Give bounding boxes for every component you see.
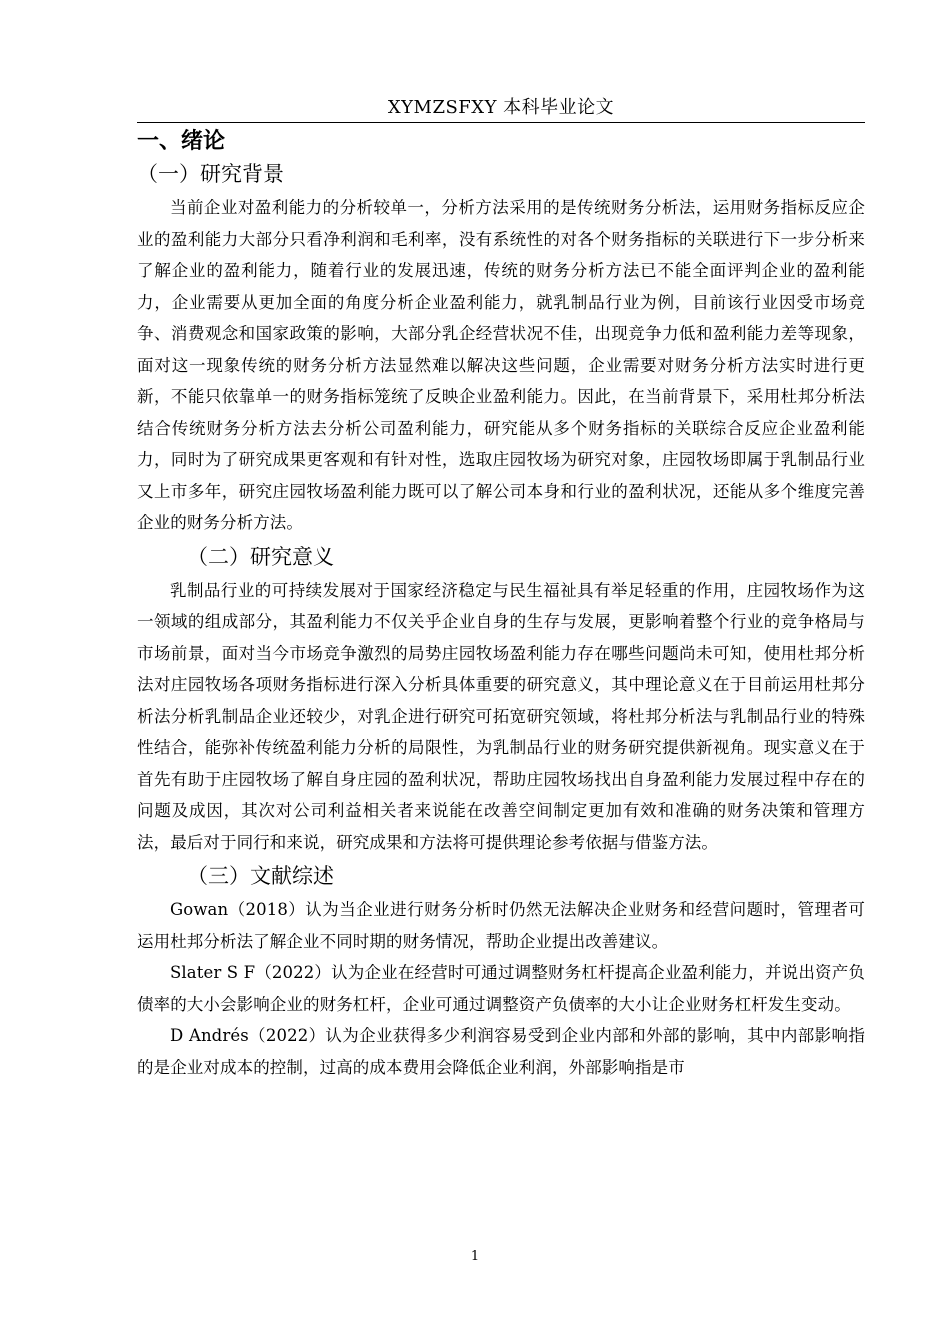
paragraph-significance: 乳制品行业的可持续发展对于国家经济稳定与民生福祉具有举足轻重的作用，庄园牧场作为这一领域的组成部分，其盈利能力不仅关乎企业自身的生存与发展，更影响着整个行业的竞争格局与市场前景，面对当今市场竞争激烈的局势庄园牧场盈利能力存在哪些问题尚未可知，使用杜邦分析法对庄园牧场各项财务指标进行深入分析具体重要的研究意义，其中理论意义在于目前运用杜邦分析法分析乳制品企业还较少，对乳企进行研究可拓宽研究领域，将杜邦分析法与乳制品行业的特殊性结合，能弥补传统盈利能力分析的局限性，为乳制品行业的财务研究提供新视角。现实意义在于首先有助于庄园牧场了解自身庄园的盈利状况，帮助庄园牧场找出自身盈利能力发展过程中存在的问题及成因，其次对公司利益相关者来说能在改善空间制定更加有效和准确的财务决策和管理方法，最后对于同行和来说，研究成果和方法将可提供理论参考依据与借鉴方法。 (137, 580, 865, 852)
header-rule (137, 122, 865, 123)
section-heading-background: （一）研究背景 (137, 162, 284, 186)
chapter-title: 一、绪论 (137, 129, 226, 154)
paragraph-literature-andres: D Andrés（2022）认为企业获得多少利润容易受到企业内部和外部的影响，其中内部影响指的是企业对成本的控制，过高的成本费用会降低企业利润，外部影响指是市 (137, 1026, 865, 1077)
page-content (137, 126, 865, 1083)
running-header: XYMZSFXY 本科毕业论文 (387, 97, 615, 118)
paragraph-literature-slater: Slater S F（2022）认为企业在经营时可通过调整财务杠杆提高企业盈利能力，并说出资产负债率的大小会影响企业的财务杠杆，企业可通过调整资产负债率的大小让企业财务杠杆发生变动。 (137, 963, 865, 1014)
section-heading-literature: （三）文献综述 (187, 864, 334, 888)
paragraph-literature-gowan: Gowan（2018）认为当企业进行财务分析时仍然无法解决企业财务和经营问题时，管理者可运用杜邦分析法了解企业不同时期的财务情况，帮助企业提出改善建议。 (137, 900, 865, 951)
section-heading-significance: （二）研究意义 (187, 544, 334, 569)
paragraph-background: 当前企业对盈利能力的分析较单一，分析方法采用的是传统财务分析法，运用财务指标反应企业的盈利能力大部分只看净利润和毛利率，没有系统性的对各个财务指标的关联进行下一步分析来了解企业的盈利能力，随着行业的发展迅速，传统的财务分析方法已不能全面评判企业的盈利能力，企业需要从更加全面的角度分析企业盈利能力，就乳制品行业为例，目前该行业因受市场竞争、消费观念和国家政策的影响，大部分乳企经营状况不佳，出现竞争力低和盈利能力差等现象，面对这一现象传统的财务分析方法显然难以解决这些问题，企业需要对财务分析方法实时进行更新，不能只依靠单一的财务指标笼统了反映企业盈利能力。因此，在当前背景下，采用杜邦分析法结合传统财务分析方法去分析公司盈利能力，研究能从多个财务指标的关联综合反应企业盈利能力，同时为了研究成果更客观和有针对性，选取庄园牧场为研究对象，庄园牧场即属于乳制品行业又上市多年，研究庄园牧场盈利能力既可以了解公司本身和行业的盈利状况，还能从多个维度完善企业的财务分析方法。 (137, 198, 865, 532)
page-number: 1 (470, 1249, 480, 1264)
